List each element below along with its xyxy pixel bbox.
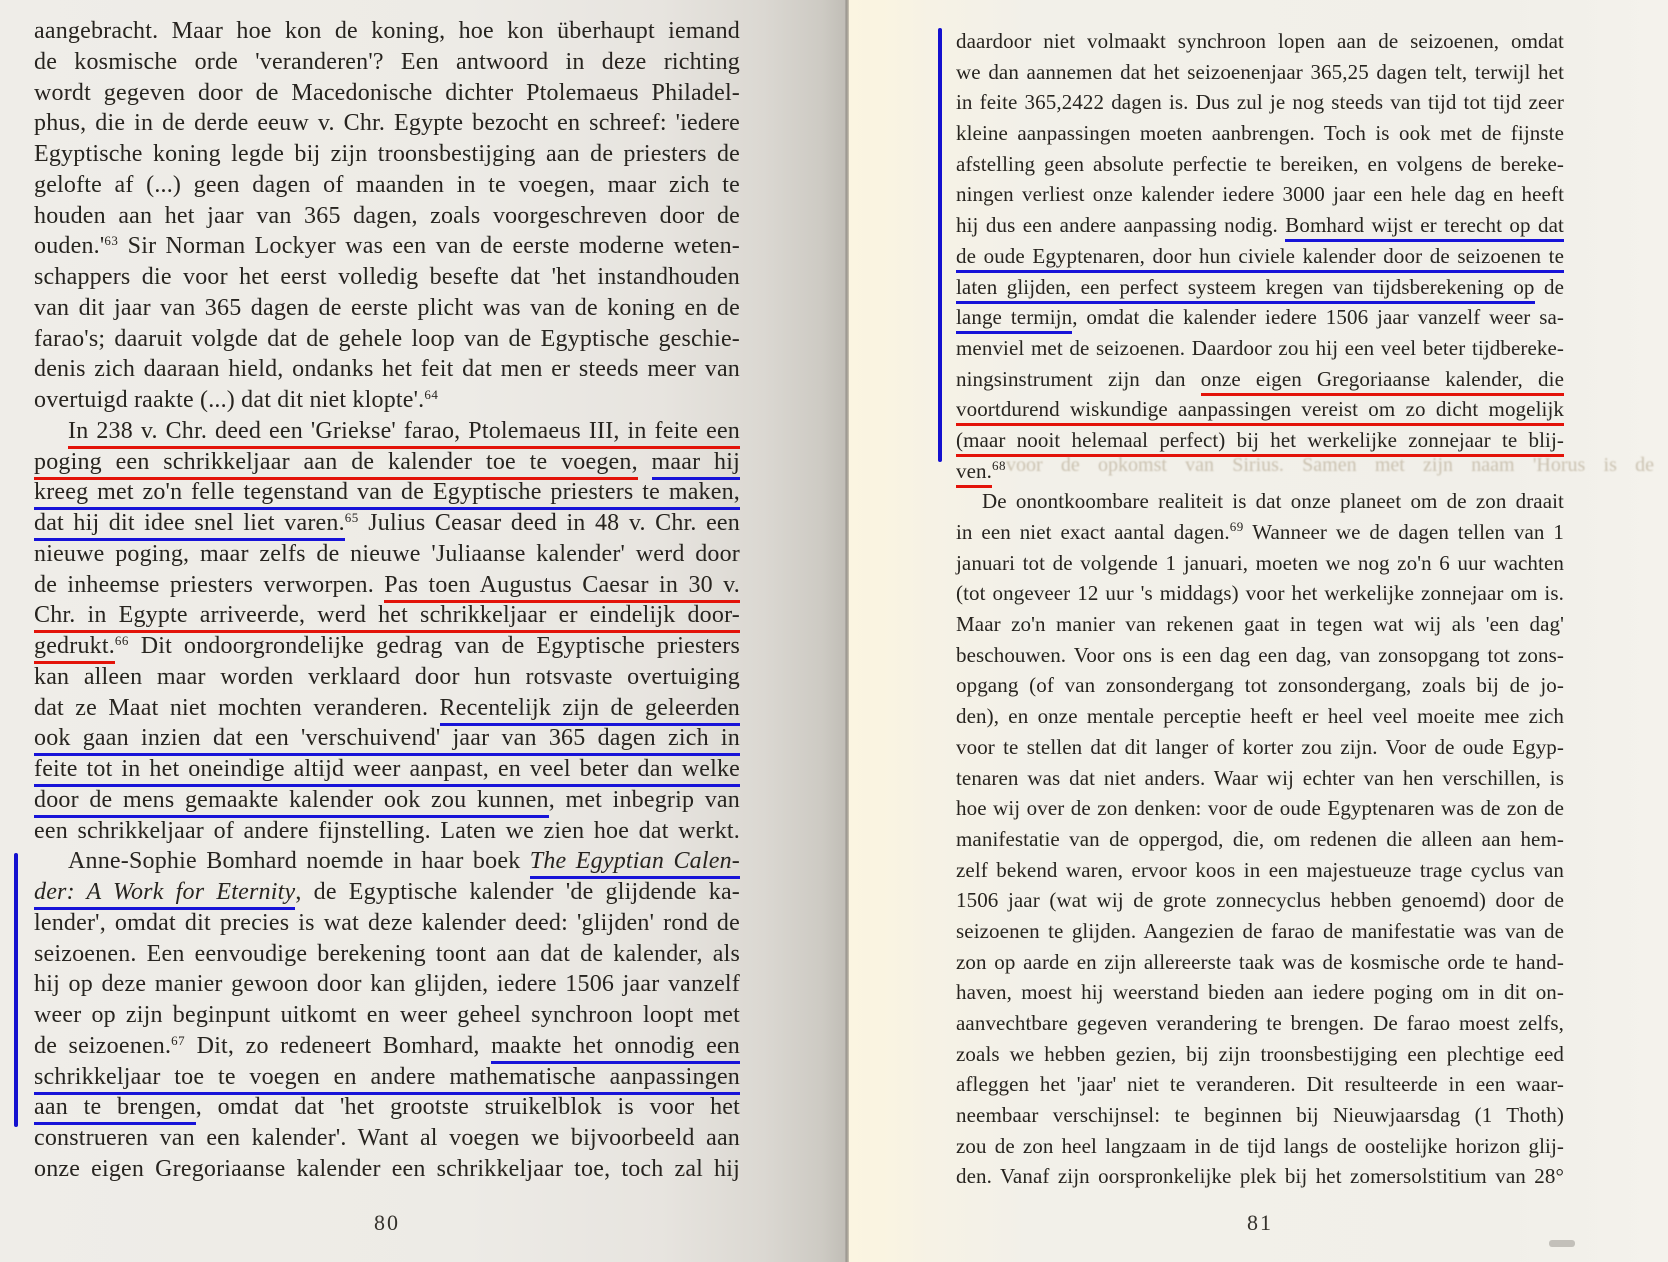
text-segment: Sir Norman Lockyer was een van de eerste moderne weten- [118, 233, 740, 260]
text-segment: farao's; daaruit volgde dat de gehele loop van de Egyptische geschie- [34, 325, 740, 352]
text-segment: gelofte af (...) geen dagen of maanden in te voegen, maar zich te [34, 171, 740, 198]
footnote-marker: 65 [344, 510, 359, 525]
blue-margin-line-left [14, 853, 18, 1127]
text-line [956, 1100, 1564, 1131]
red-underlined-text: gedrukt. [34, 633, 115, 664]
red-underlined-text: ven. [956, 459, 992, 488]
text-segment: kan alleen maar worden verklaard door hun rotsvaste overtuiging [34, 663, 740, 690]
text-line [956, 977, 1564, 1008]
text-line [956, 394, 1564, 425]
text-segment: ouden.' [34, 233, 105, 260]
text-line [34, 908, 740, 939]
page-number: 81 [1247, 1210, 1273, 1235]
text-segment: Dit, zo redeneert Bomhard, [185, 1032, 492, 1059]
text-segment: Anne-Sophie Bomhard noemde in haar boek [68, 848, 530, 875]
blue-underlined-text: Recentelijk zijn de geleerden [440, 695, 740, 726]
text-line [34, 324, 740, 355]
red-underlined-text: Chr. in Egypte arriveerde, werd het schrikkeljaar er eindelijk door- [34, 602, 740, 633]
text-line [956, 118, 1564, 149]
text-line [956, 517, 1564, 548]
text-segment: 1506 jaar (wat wij de grote zonnecyclus hebben genoemd) door de [956, 888, 1564, 913]
text-line [956, 947, 1564, 978]
text-line [956, 149, 1564, 180]
text-line [34, 816, 740, 847]
text-line [34, 447, 740, 478]
text-segment: (tot ongeveer 12 uur 's middags) voor het werkelijke zonnejaar om is. [956, 581, 1564, 606]
text-segment: houden aan het jaar van 365 dagen, zoals voorgeschreven door de [34, 202, 740, 229]
blue-underlined-text: ook gaan inzien dat een 'verschuivend' jaar van 365 dagen zich in [34, 725, 740, 756]
text-line [34, 78, 740, 109]
blue-underlined-text: lange termijn [956, 305, 1072, 334]
text-segment: van dit jaar van 365 dagen de eerste plicht was van de koning en de [34, 294, 740, 321]
text-line [956, 364, 1564, 395]
text-segment: Dit ondoorgrondelijke gedrag van de Egyptische priesters [128, 633, 740, 659]
text-line [34, 570, 740, 601]
text-segment: de [1534, 274, 1564, 299]
text-segment: kleine aanpassingen moeten aanbrengen. Toch is ook met de fijnste [956, 121, 1564, 146]
text-segment: hij op deze manier gewoon door kan glijden, iedere 1506 jaar vanzelf [34, 971, 740, 998]
text-segment: nieuwe poging, maar zelfs de nieuwe 'Juliaanse kalender' werd door [34, 540, 740, 567]
text-segment: ningen verliest onze kalender iedere 3000 jaar een hele dag en heeft [956, 182, 1564, 207]
blue-underlined-text: aan te brengen [34, 1094, 196, 1125]
text-line [34, 201, 740, 232]
red-underlined-text: In 238 v. Chr. deed een 'Griekse' farao, Ptolemaeus III, in feite een [68, 418, 740, 449]
text-segment: denis zich daaraan hield, ondanks het feit dat men er steeds meer van [34, 356, 740, 383]
text-line [956, 824, 1564, 855]
text-segment: ningsinstrument zijn dan [956, 366, 1201, 391]
text-segment: Egyptische koning legde bij zijn troonsbestijging aan de priesters de [34, 141, 740, 167]
text-segment: beschouwen. Voor ons is een dag een dag, van zonsopgang tot zons- [956, 642, 1564, 667]
blue-underlined-text: de oude Egyptenaren, door hun civiele kalender door de seizoenen te [956, 244, 1564, 273]
text-line [956, 763, 1564, 794]
text-segment: zon op aarde en zijn allereerste taak was de kosmische orde te hand- [956, 949, 1564, 974]
text-line [956, 701, 1564, 732]
text-line [34, 508, 740, 539]
text-segment: dat ze Maat niet mochten veranderen. [34, 694, 440, 721]
text-line [956, 57, 1564, 88]
red-underlined-text: Pas toen Augustus Caesar in 30 v. [384, 572, 740, 603]
text-segment: , omdat die kalender iedere 1506 jaar vanzelf weer sa- [1072, 305, 1565, 330]
text-segment: een schrikkeljaar of andere fijnstelling. Laten we zien hoe dat werkt. [34, 817, 740, 844]
text-segment: neembaar verschijnsel: te beginnen bij Nieuwjaarsdag (1 Thoth) [956, 1103, 1564, 1128]
text-line [956, 1008, 1564, 1039]
text-line [34, 785, 740, 816]
text-line [34, 477, 740, 508]
text-line [34, 631, 740, 662]
text-segment: afleggen het 'jaar' niet te veranderen. Dit resulteerde in een waar- [956, 1072, 1564, 1097]
page-number: 80 [374, 1210, 400, 1235]
text-segment: de kosmische orde 'veranderen'? Een antwoord in deze richting [34, 48, 740, 75]
text-segment: construeren van een kalender'. Want al voegen we bijvoorbeeld aan [34, 1125, 740, 1151]
text-line [34, 877, 740, 908]
text-line [34, 539, 740, 570]
text-segment: , omdat dat 'het grootste struikelblok is voor het [195, 1094, 740, 1121]
text-line [956, 179, 1564, 210]
text-segment: de seizoenen. [34, 1032, 172, 1059]
text-line [34, 16, 740, 47]
blue-underlined-text: maar hij [652, 449, 740, 480]
text-segment: phus, die in de derde eeuw v. Chr. Egypte bezocht en schreef: 'iedere [34, 110, 740, 137]
scan-artifact [1549, 1240, 1575, 1247]
text-line [956, 578, 1564, 609]
text-line [34, 1092, 740, 1123]
text-line [956, 793, 1564, 824]
text-line [956, 1161, 1564, 1192]
text-line [34, 47, 740, 78]
text-line [34, 1123, 740, 1154]
text-segment: weer op zijn beginpunt uitkomt en weer geheel synchroon loopt met [34, 1002, 740, 1028]
text-line [956, 916, 1564, 947]
footnote-marker: 64 [424, 387, 439, 402]
text-line [956, 26, 1564, 57]
text-line [956, 1069, 1564, 1100]
red-underlined-text: voortdurend wiskundige aanpassingen vereist om zo dicht mogelijk [956, 397, 1564, 426]
text-line [34, 693, 740, 724]
text-line [34, 170, 740, 201]
text-segment: overtuigd raakte (...) dat dit niet klopte'. [34, 387, 425, 413]
text-segment: in feite 365,2422 dagen is. Dus zul je nog steeds van tijd tot tijd zeer [956, 90, 1564, 115]
red-underlined-text: (maar nooit helemaal perfect) bij het werkelijke zonnejaar te blij- [956, 428, 1564, 457]
text-line [34, 139, 740, 170]
text-segment: voor te stellen dat dit langer of korter zou zijn. Voor de oude Egyp- [956, 734, 1564, 759]
text-segment: tenaren was dat niet anders. Waar wij echter van hen verschillen, is [956, 765, 1564, 790]
text-line [34, 969, 740, 1000]
text-line [956, 1131, 1564, 1162]
text-line [956, 241, 1564, 272]
text-segment: onze eigen Gregoriaanse kalender een schrikkeljaar toe, toch zal hij [34, 1155, 740, 1182]
text-segment: , met inbegrip van [548, 786, 740, 813]
text-segment: hoe wij over de zon denken: voor de oude Egyptenaren was de zon de [956, 796, 1564, 821]
text-line [34, 1154, 740, 1185]
footnote-marker: 68 [991, 457, 1006, 473]
text-segment: zou de zon heel langzaam in de tijd langs de oostelijke horizon glij- [956, 1133, 1564, 1158]
text-line [956, 302, 1564, 333]
left-page-text-column [34, 16, 740, 1185]
text-line [956, 272, 1564, 303]
text-segment: zelf bekend waren, ervoor koos in een majestueuze trage cyclus van [956, 857, 1564, 882]
book-gutter-seam [845, 0, 849, 1262]
text-segment: haven, moest hij weerstand bieden aan iedere poging om in dit on- [956, 980, 1564, 1005]
text-segment: Wanneer we de dagen tellen van 1 [1243, 520, 1564, 544]
blue-underlined-text: The Egyptian Calen- [530, 848, 740, 879]
text-segment: hij dus een andere aanpassing nodig. [956, 213, 1286, 238]
text-line [34, 600, 740, 631]
footnote-marker: 69 [1229, 519, 1244, 534]
text-segment: den), en onze mentale perceptie heeft er heel veel moeite mee zich [956, 704, 1564, 729]
text-line [34, 416, 740, 447]
show-through-ghost-text: voor de opkomst van Sirius. Samen met zijn naam 'Horus is de [1006, 454, 1654, 476]
red-underlined-text: poging een schrikkeljaar aan de kalender toe te voegen, [34, 449, 638, 480]
text-segment: aanvechtbare gegeven verandering te brengen. De farao moest zelfs, [956, 1011, 1564, 1035]
text-line [34, 1031, 740, 1062]
footnote-marker: 67 [171, 1032, 186, 1048]
text-line [34, 1062, 740, 1093]
text-line [956, 640, 1564, 671]
blue-underlined-text: dat hij dit idee snel liet varen. [34, 510, 345, 541]
text-segment: De onontkoombare realiteit is dat onze planeet om de zon draait [982, 489, 1564, 514]
text-segment: lender', omdat dit precies is wat deze kalender deed: 'glijden' rond de [34, 909, 740, 936]
blue-underlined-text: der: A Work for Eternity [34, 879, 295, 910]
text-line [34, 385, 740, 416]
text-line [956, 210, 1564, 241]
text-line [34, 231, 740, 262]
blue-underlined-text: kreeg met zo'n felle tegenstand van de Egyptische priesters te maken, [34, 479, 740, 510]
right-page [848, 0, 1668, 1262]
text-line [956, 855, 1564, 886]
text-segment: zoals we hebben gezien, bij zijn troonsbestijging een plechtige eed [956, 1041, 1564, 1066]
text-segment: afstelling geen absolute perfectie te bereiken, en volgens de bereke- [956, 151, 1564, 176]
blue-underlined-text: Bomhard wijst er terecht op dat [1285, 213, 1564, 242]
text-segment: wordt gegeven door de Macedonische dichter Ptolemaeus Philadel- [34, 79, 740, 106]
text-segment: menviel met de seizoenen. Daardoor zou hij een veel beter tijdbereke- [956, 335, 1564, 360]
text-line [956, 548, 1564, 579]
text-line [34, 939, 740, 970]
red-underlined-text: onze eigen Gregoriaanse kalender, die [1201, 367, 1564, 396]
text-line [34, 108, 740, 139]
text-segment: aangebracht. Maar hoe kon de koning, hoe kon überhaupt iemand [34, 18, 740, 44]
text-line [34, 754, 740, 785]
blue-underlined-text: door de mens gemaakte kalender ook zou kunnen [34, 787, 549, 818]
text-line [956, 609, 1564, 640]
text-line [956, 333, 1564, 364]
text-line [34, 662, 740, 693]
text-line [34, 262, 740, 293]
text-line [956, 885, 1564, 916]
text-line [34, 354, 740, 385]
text-segment: januari tot de volgende 1 januari, moeten we nog zo'n 6 uur wachten [956, 550, 1564, 575]
text-line [34, 723, 740, 754]
text-segment: de inheemse priesters verworpen. [34, 571, 385, 598]
text-line [956, 1039, 1564, 1070]
text-segment: daardoor niet volmaakt synchroon lopen aan de seizoenen, omdat [956, 29, 1564, 53]
text-segment: Maar zo'n manier van rekenen gaat in tegen wat wij als 'een dag' [956, 612, 1564, 637]
text-segment: manifestatie van de oppergod, die, om redenen die alleen aan hem- [956, 826, 1564, 851]
text-segment: opgang (of van zonsondergang tot zonsondergang, zoals bij de jo- [956, 673, 1564, 698]
text-line [956, 486, 1564, 517]
text-line [956, 87, 1564, 118]
blue-underlined-text: laten glijden, een perfect systeem kregen van tijdsberekening op [956, 275, 1535, 304]
text-segment: we dan aannemen dat het seizoenenjaar 365,25 dagen telt, terwijl het [956, 59, 1564, 84]
footnote-marker: 63 [104, 233, 119, 249]
text-segment: seizoenen te glijden. Aangezien de farao de manifestatie was van de [956, 918, 1564, 943]
text-line [956, 732, 1564, 763]
text-segment [638, 449, 652, 475]
right-page-text-column [956, 26, 1564, 1192]
blue-margin-line-right [938, 28, 942, 462]
text-segment: schappers die voor het eerst volledig besefte dat 'het instandhouden [34, 264, 740, 290]
footnote-marker: 66 [114, 633, 129, 648]
text-line [34, 1000, 740, 1031]
text-line [956, 670, 1564, 701]
blue-underlined-text: schrikkeljaar toe te voegen en andere mathematische aanpassingen [34, 1064, 740, 1095]
text-segment: in een niet exact aantal dagen. [956, 520, 1230, 544]
blue-underlined-text: maakte het onnodig een [491, 1033, 740, 1064]
text-segment: Julius Ceasar deed in 48 v. Chr. een [358, 510, 740, 536]
text-segment: seizoenen. Een eenvoudige berekening toont aan dat de kalender, als [34, 940, 740, 967]
text-segment: , de Egyptische kalender 'de glijdende ka- [295, 879, 740, 905]
blue-underlined-text: feite tot in het oneindige altijd weer aanpast, en veel beter dan welke [34, 756, 740, 787]
text-line [34, 293, 740, 324]
text-line [34, 846, 740, 877]
text-segment: den. Vanaf zijn oorspronkelijke plek bij het zomersolstitium van 28° [956, 1164, 1564, 1189]
